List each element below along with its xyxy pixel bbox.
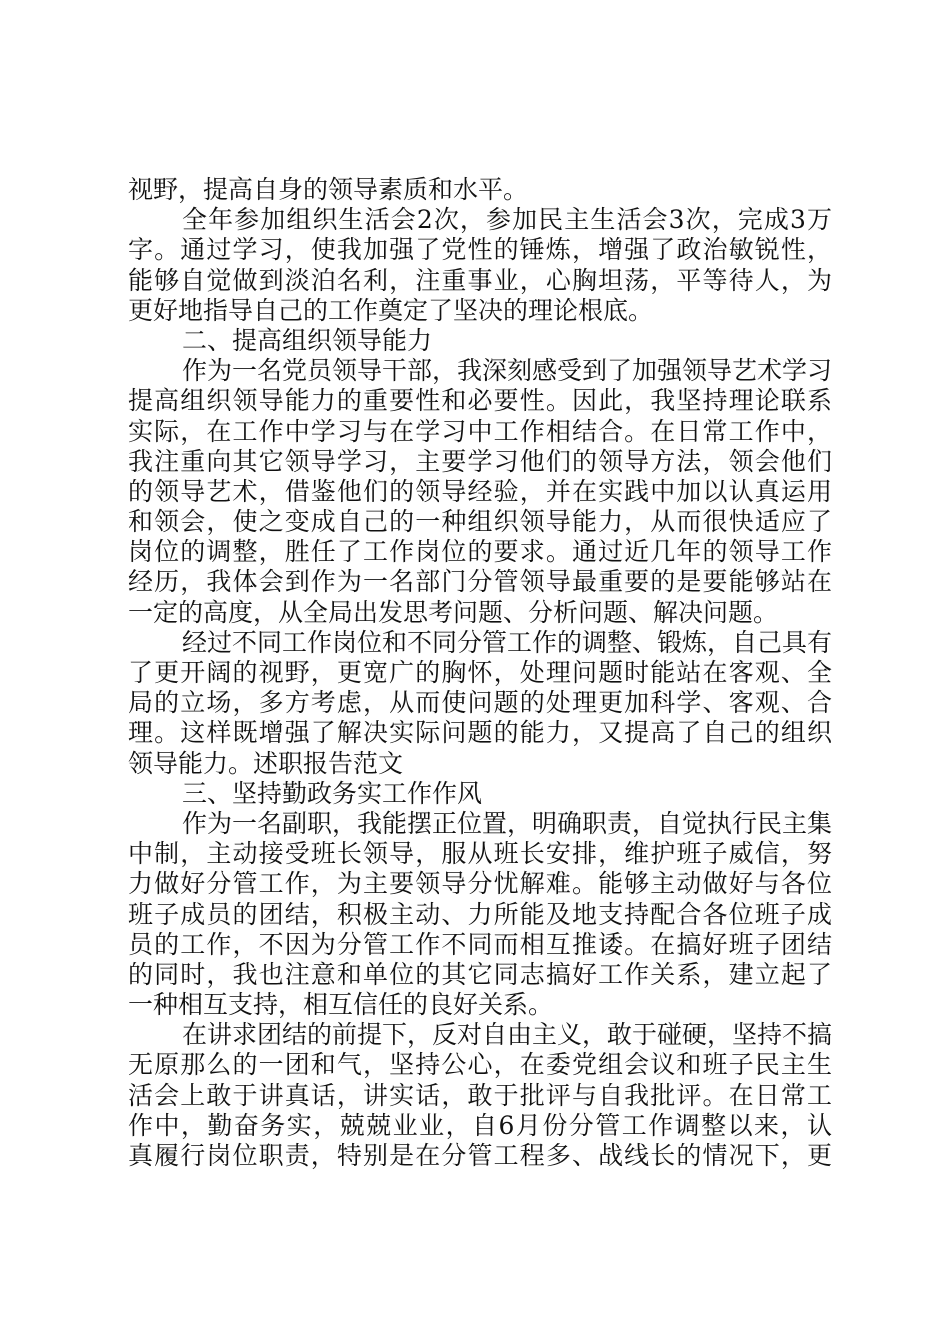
text-line: 局的立场，多方考虑，从而使问题的处理更加科学、客观、合 [128, 688, 832, 718]
text-line: 作为一名副职，我能摆正位置，明确职责，自觉执行民主集 [182, 808, 832, 838]
text-line: 的领导艺术，借鉴他们的领导经验，并在实践中加以认真运用 [128, 476, 832, 506]
text-line: 三、坚持勤政务实工作作风 [182, 778, 483, 808]
text-line: 活会上敢于讲真话，讲实话，敢于批评与自我批评。在日常工 [128, 1080, 832, 1110]
text-line: 岗位的调整，胜任了工作岗位的要求。通过近几年的领导工作 [128, 537, 832, 567]
document-body [128, 175, 832, 1171]
text-line: 经历，我体会到作为一名部门分管领导最重要的是要能够站在 [128, 567, 832, 597]
text-line: 和领会，使之变成自己的一种组织领导能力，从而很快适应了 [128, 507, 832, 537]
text-line: 实际，在工作中学习与在学习中工作相结合。在日常工作中， [128, 416, 832, 446]
text-line: 视野，提高自身的领导素质和水平。 [128, 175, 529, 204]
text-line: 真履行岗位职责，特别是在分管工程多、战线长的情况下，更 [128, 1141, 832, 1170]
text-line: 作中，勤奋务实，兢兢业业，自6月份分管工作调整以来，认 [128, 1110, 832, 1140]
text-line: 班子成员的团结，积极主动、力所能及地支持配合各位班子成 [128, 899, 832, 929]
text-line: 中制，主动接受班长领导，服从班长安排，维护班子威信，努 [128, 839, 832, 869]
text-line: 二、提高组织领导能力 [182, 325, 433, 355]
text-line: 力做好分管工作，为主要领导分忧解难。能够主动做好与各位 [128, 869, 832, 899]
text-line: 的同时，我也注意和单位的其它同志搞好工作关系，建立起了 [128, 959, 832, 989]
text-line: 作为一名党员领导干部，我深刻感受到了加强领导艺术学习 [182, 356, 832, 386]
text-line: 理。这样既增强了解决实际问题的能力，又提高了自己的组织 [128, 718, 832, 748]
text-line: 更好地指导自己的工作奠定了坚决的理论根底。 [128, 295, 654, 325]
text-line: 我注重向其它领导学习，主要学习他们的领导方法，领会他们 [128, 446, 832, 476]
text-line: 无原那么的一团和气，坚持公心，在委党组会议和班子民主生 [128, 1050, 832, 1080]
text-line: 了更开阔的视野，更宽广的胸怀，处理问题时能站在客观、全 [128, 658, 832, 687]
text-line: 字。通过学习，使我加强了党性的锤炼，增强了政治敏锐性， [128, 235, 832, 265]
text-line: 一种相互支持，相互信任的良好关系。 [128, 990, 554, 1020]
text-line: 领导能力。述职报告范文 [128, 748, 404, 778]
text-line: 在讲求团结的前提下，反对自由主义，敢于碰硬，坚持不搞 [182, 1020, 832, 1050]
text-line: 提高组织领导能力的重要性和必要性。因此，我坚持理论联系 [128, 386, 832, 416]
text-line: 一定的高度，从全局出发思考问题、分析问题、解决问题。 [128, 597, 779, 627]
text-line: 员的工作，不因为分管工作不同而相互推诿。在搞好班子团结 [128, 929, 832, 959]
text-line: 能够自觉做到淡泊名利，注重事业，心胸坦荡，平等待人，为 [128, 265, 832, 295]
text-line: 经过不同工作岗位和不同分管工作的调整、锻炼，自己具有 [182, 627, 832, 657]
text-line: 全年参加组织生活会2次，参加民主生活会3次，完成3万 [182, 205, 832, 235]
